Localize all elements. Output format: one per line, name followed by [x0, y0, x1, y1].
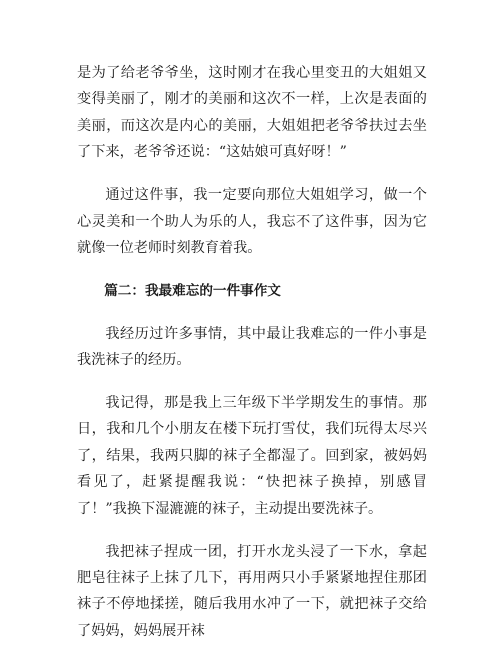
paragraph-memory: 我记得，那是我上三年级下半学期发生的事情。那日，我和几个小朋友在楼下玩打雪仗，我们玩得太尽兴了，结果，我两只脚的袜子全都湿了。回到家，被妈妈看见了，赶紧提醒我说：“快把袜子换掉，别感冒了！”我换下湿漉漉的袜子，主动提出要洗袜子。 — [77, 395, 427, 517]
section-heading: 篇二：我最难忘的一件事作文 — [104, 282, 281, 299]
paragraph-washing: 我把袜子捏成一团，打开水龙头浸了一下水，拿起肥皂往袜子上抹了几下，再用两只小手紧紧地捏住那团袜子不停地揉搓，随后我用水冲了一下，就把袜子交给了妈妈，妈妈展开袜 — [77, 543, 427, 639]
paragraph-intro: 我经历过许多事情，其中最让我难忘的一件小事是我洗袜子的经历。 — [77, 325, 427, 369]
document-body — [77, 60, 427, 661]
paragraph-continued: 是为了给老爷爷坐，这时刚才在我心里变丑的大姐姐又变得美丽了，刚才的美丽和这次不一样，上次是表面的美丽，而这次是内心的美丽，大姐姐把老爷爷扶过去坐了下来，老爷爷还说：“这姑娘可真好呀！” — [77, 65, 427, 161]
paragraph-lesson: 通过这件事，我一定要向那位大姐姐学习，做一个心灵美和一个助人为乐的人，我忘不了这件事，因为它就像一位老师时刻教育着我。 — [77, 187, 427, 256]
